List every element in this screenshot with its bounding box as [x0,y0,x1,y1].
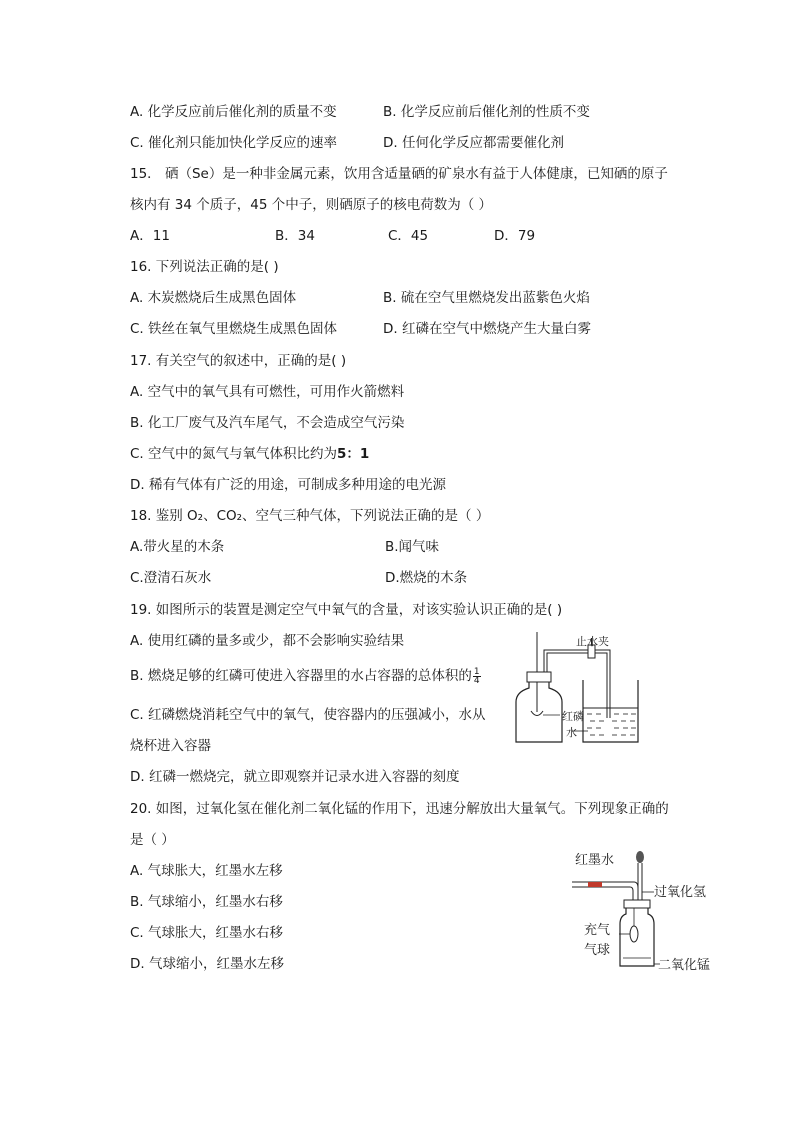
q15-option-a: A．11 [130,228,170,244]
q19-option-c-line2: 烧杯进入容器 [130,738,211,754]
q19-fraction-denominator: 4 [473,675,480,686]
dropper-bulb [636,851,644,863]
q18-option-a: A.带火星的木条 [130,539,225,555]
balloon [630,926,638,942]
q15-stem-line1: 15． 硒（Se）是一种非金属元素，饮用含适量硒的矿泉水有益于人体健康，已知硒的原子 [130,166,668,182]
q18-stem: 18. 鉴别 O₂、CO₂、空气三种气体，下列说法正确的是（ ） [130,508,490,524]
q19-option-c-line1: C. 红磷燃烧消耗空气中的氧气，使容器内的压强减小，水从 [130,707,486,723]
beaker-water [587,714,636,735]
label-balloon-line2: 气球 [584,943,611,958]
label-red-ink: 红墨水 [575,853,615,868]
q18-option-c: C.澄清石灰水 [130,570,212,586]
q14-option-c: C. 催化剂只能加快化学反应的速率 [130,135,338,151]
q14-option-d: D. 任何化学反应都需要催化剂 [383,135,564,151]
label-hydrogen-peroxide: 过氧化氢 [654,885,707,900]
q19-option-b [130,667,481,685]
q16-stem: 16. 下列说法正确的是( ) [130,259,279,275]
label-balloon-line1: 充气 [584,923,611,938]
gas-bottle [516,682,562,742]
q17-option-a: A. 空气中的氧气具有可燃性，可用作火箭燃料 [130,384,405,400]
q20-option-a: A. 气球胀大，红墨水左移 [130,863,283,879]
q15-option-c: C．45 [388,228,429,244]
q17-option-c [130,445,369,463]
q14-option-b: B. 化学反应前后催化剂的性质不变 [383,104,590,120]
q19-fraction [473,668,481,685]
q18-option-d: D.燃烧的木条 [385,570,468,586]
q17-option-d: D. 稀有气体有广泛的用途，可制成多种用途的电光源 [130,477,446,493]
label-clamp: 止水夹 [576,635,609,648]
label-water: 水 [566,726,577,739]
stopper [527,672,551,682]
q20-stem-line1: 20. 如图，过氧化氢在催化剂二氧化锰的作用下，迅速分解放出大量氧气。下列现象正确的 [130,801,669,817]
q20-option-c: C. 气球胀大，红墨水右移 [130,925,284,941]
q20-option-d: D. 气球缩小，红墨水左移 [130,956,284,972]
q16-option-c: C. 铁丝在氧气里燃烧生成黑色固体 [130,321,338,337]
q17-option-c-text: C. 空气中的氮气与氧气体积比约为 [130,446,338,462]
q16-option-a: A. 木炭燃烧后生成黑色固体 [130,290,297,306]
q20-apparatus-figure [568,848,728,976]
q20-option-b: B. 气球缩小，红墨水右移 [130,894,283,910]
q14-option-a: A. 化学反应前后催化剂的质量不变 [130,104,337,120]
q19-option-a: A. 使用红磷的量多或少，都不会影响实验结果 [130,633,405,649]
q19-stem: 19. 如图所示的装置是测定空气中氧气的含量，对该实验认识正确的是( ) [130,602,563,618]
q16-option-b: B. 硫在空气里燃烧发出蓝紫色火焰 [383,290,590,306]
red-ink-drop [588,882,602,887]
flask-stopper [624,900,650,908]
q17-option-c-ratio: 5：1 [337,446,370,462]
q17-option-b: B. 化工厂废气及汽车尾气，不会造成空气污染 [130,415,405,431]
q19-apparatus-figure [510,628,645,746]
q15-stem-line2: 核内有 34 个质子，45 个中子，则硒原子的核电荷数为（ ） [130,197,493,213]
q19-fraction-numerator: 1 [473,666,480,677]
q15-option-d: D．79 [494,228,536,244]
q18-option-b: B.闻气味 [385,539,440,555]
q17-stem: 17. 有关空气的叙述中，正确的是( ) [130,353,347,369]
q15-option-b: B．34 [275,228,315,244]
q19-option-b-text: B. 燃烧足够的红磷可使进入容器里的水占容器的总体积的 [130,668,472,684]
q16-option-d: D. 红磷在空气中燃烧产生大量白雾 [383,321,591,337]
label-manganese-dioxide: 二氧化锰 [658,958,711,973]
q19-option-d: D. 红磷一燃烧完，就立即观察并记录水进入容器的刻度 [130,769,460,785]
q20-stem-line2: 是（ ） [130,832,175,848]
label-red-phosphorus: 红磷 [562,710,584,723]
